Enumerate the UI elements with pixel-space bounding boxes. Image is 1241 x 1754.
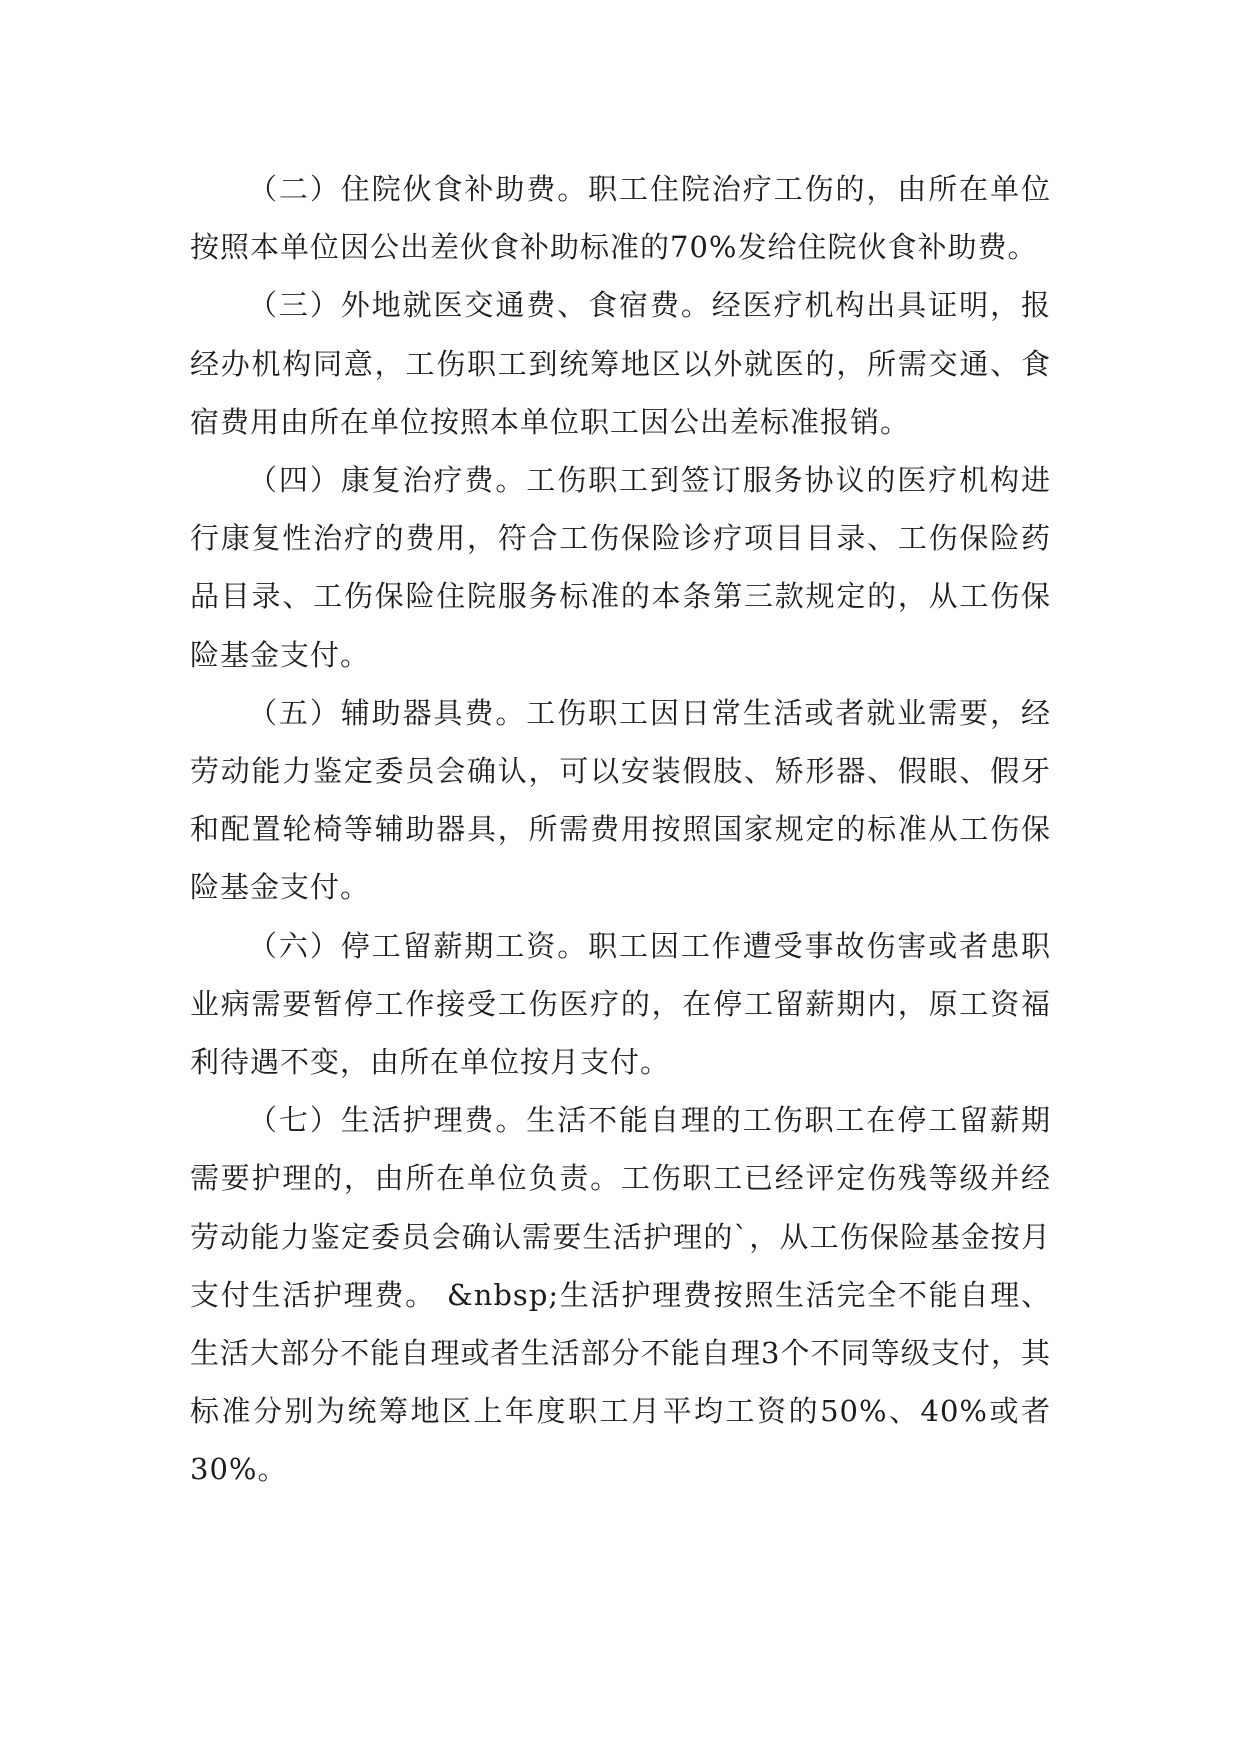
paragraph-assistive-devices-fees: （五）辅助器具费。工伤职工因日常生活或者就业需要，经劳动能力鉴定委员会确认，可以安装假肢、矫形器、假眼、假牙和配置轮椅等辅助器具，所需费用按照国家规定的标准从工伤保险基金支付。 — [190, 695, 1051, 905]
paragraph-suspended-work-salary: （六）停工留薪期工资。职工因工作遭受事故伤害或者患职业病需要暂停工作接受工伤医疗的，在停工留薪期内，原工资福利待遇不变，由所在单位按月支付。 — [190, 928, 1051, 1080]
paragraph-inpatient-meal-subsidy: （二）住院伙食补助费。职工住院治疗工伤的，由所在单位按照本单位因公出差伙食补助标准的70%发给住院伙食补助费。 — [190, 172, 1051, 265]
paragraph-rehabilitation-fees: （四）康复治疗费。工伤职工到签订服务协议的医疗机构进行康复性治疗的费用，符合工伤保险诊疗项目目录、工伤保险药品目录、工伤保险住院服务标准的本条第三款规定的，从工伤保险基金支付。 — [190, 463, 1051, 672]
paragraph-nursing-care-fees: （七）生活护理费。生活不能自理的工伤职工在停工留薪期需要护理的，由所在单位负责。工伤职工已经评定伤残等级并经劳动能力鉴定委员会确认需要生活护理的`，从工伤保险基金按月支付生活护理费。 &nbsp;生活护理费按照生活完全不能自理、生活大部分不能自理或者生活部分不能自理3个不同等级支付，其标准分别为统筹地区上年度职工月平均工资的50%、40%或者30%。 — [190, 1103, 1051, 1487]
document-body — [190, 160, 1051, 1499]
paragraph-travel-lodging-fees: （三）外地就医交通费、食宿费。经医疗机构出具证明，报经办机构同意，工伤职工到统筹地区以外就医的，所需交通、食宿费用由所在单位按照本单位职工因公出差标准报销。 — [190, 288, 1051, 439]
